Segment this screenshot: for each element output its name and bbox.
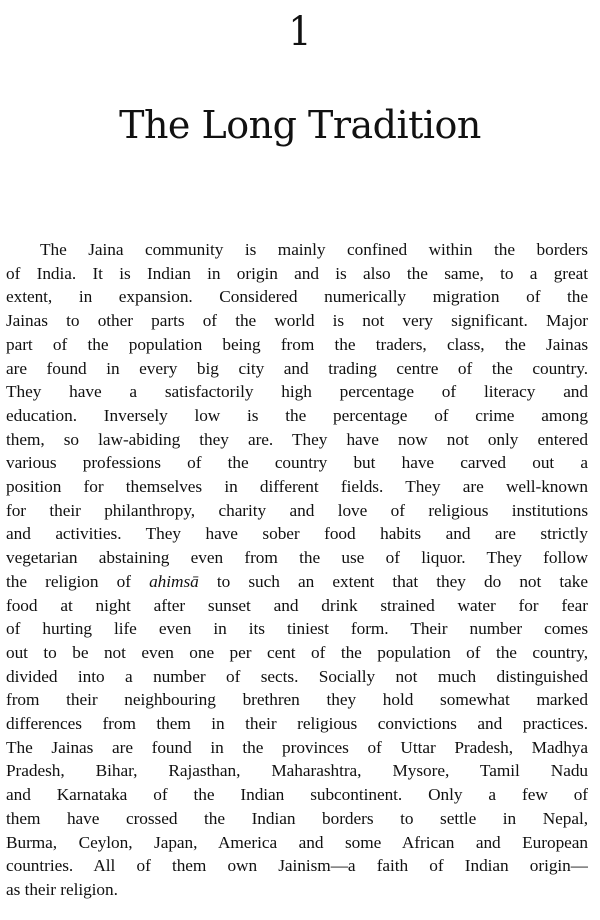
text-line: them, so law-abiding they are. They have now not only entered xyxy=(6,429,588,449)
text-line: divided into a number of sects. Socially not much distinguished xyxy=(6,666,588,686)
text-line: part of the population being from the traders, class, the Jainas xyxy=(6,334,588,354)
text-line: The Jainas are found in the provinces of Uttar Pradesh, Madhya xyxy=(6,737,588,757)
text-line: extent, in expansion. Considered numerically migration of the xyxy=(6,287,588,307)
text-line: vegetarian abstaining even from the use of liquor. They follow xyxy=(6,548,588,568)
text-line: various professions of the country but have carved out a xyxy=(6,453,588,473)
text-line: are found in every big city and trading centre of the country. xyxy=(6,358,588,378)
body-paragraph xyxy=(6,238,588,902)
text-line-with-italic xyxy=(6,570,588,594)
text-line: education. Inversely low is the percentage of crime among xyxy=(6,405,588,425)
text-line: Pradesh, Bihar, Rajasthan, Maharashtra, Mysore, Tamil Nadu xyxy=(6,761,588,781)
text-line: of hurting life even in its tiniest form. Their number comes xyxy=(6,619,588,639)
text-line: and activities. They have sober food habits and are strictly xyxy=(6,524,588,544)
text-line: differences from them in their religious convictions and practices. xyxy=(6,714,588,734)
italic-term-ahimsa: ahimsā xyxy=(149,571,199,591)
text-line: and Karnataka of the Indian subcontinent. Only a few of xyxy=(6,785,588,805)
text-line: as their religion. xyxy=(6,879,118,899)
text-line: from their neighbouring brethren they hold somewhat marked xyxy=(6,690,588,710)
text-line: They have a satisfactorily high percentage of literacy and xyxy=(6,382,588,402)
text-fragment: to such an extent that they do not take xyxy=(198,571,588,591)
text-line: position for themselves in different fields. They are well-known xyxy=(6,477,588,497)
text-line: them have crossed the Indian borders to settle in Nepal, xyxy=(6,808,588,828)
text-line: Jainas to other parts of the world is not very significant. Major xyxy=(6,311,588,331)
text-line: of India. It is Indian in origin and is also the same, to a great xyxy=(6,263,588,283)
chapter-title: The Long Tradition xyxy=(119,103,481,147)
text-line: for their philanthropy, charity and love of religious institutions xyxy=(6,500,588,520)
text-line: food at night after sunset and drink strained water for fear xyxy=(6,595,588,615)
text-fragment: the religion of xyxy=(6,571,150,591)
text-line: The Jaina community is mainly confined within the borders xyxy=(40,240,588,259)
text-line: countries. All of them own Jainism—a faith of Indian origin— xyxy=(6,856,588,876)
chapter-number: 1 xyxy=(288,9,312,55)
text-line: Burma, Ceylon, Japan, America and some African and European xyxy=(6,832,588,852)
text-line: out to be not even one per cent of the population of the country, xyxy=(6,642,588,662)
